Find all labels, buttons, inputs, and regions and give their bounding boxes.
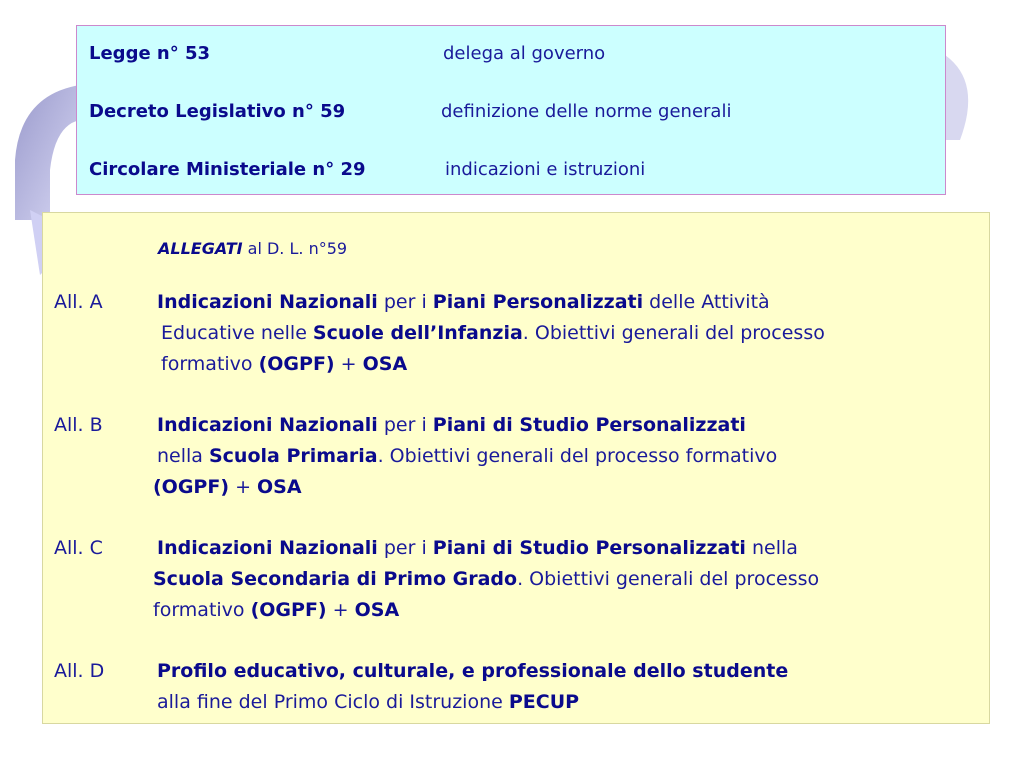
circolare-row: Circolare Ministeriale n° 29 indicazioni e istruzioni bbox=[89, 159, 646, 180]
allegato-a-line-1: Indicazioni Nazionali per i Piani Personalizzati delle Attività bbox=[157, 291, 770, 313]
allegati-box: ALLEGATI al D. L. n°59 All. A Indicazioni Nazionali per i Piani Personalizzati delle Attività Educative nelle Scuole dell’Infanzia. Obiettivi generali del processo formativo (OGPF) + OSA All. B Indicazioni Nazionali per i Piani di Studio Personalizzati nella Scuola Primaria. Obiettivi generali del processo formativo (OGPF) + OSA All. C Indicazioni Nazionali per i Piani di Studio Personalizzati nella Scuola Secondaria di Primo Grado. Obiettivi generali del processo formativo (OGPF) + OSA All. D Profilo educativo, culturale, e professionale dello studente alla fine del Primo Ciclo di Istruzione PECUP bbox=[42, 212, 990, 724]
legislation-summary-box bbox=[76, 25, 946, 195]
allegati-heading: ALLEGATI al D. L. n°59 bbox=[158, 239, 348, 258]
allegato-c-line-3: formativo (OGPF) + OSA bbox=[153, 599, 400, 621]
allegato-b-line-1: Indicazioni Nazionali per i Piani di Studio Personalizzati bbox=[157, 414, 746, 436]
legge-row: Legge n° 53 delega al governo bbox=[89, 43, 606, 64]
allegato-b-line-3: (OGPF) + OSA bbox=[153, 476, 302, 498]
decreto-row: Decreto Legislativo n° 59 definizione delle norme generali bbox=[89, 101, 732, 122]
allegato-d-line-2: alla fine del Primo Ciclo di Istruzione PECUP bbox=[157, 691, 580, 713]
allegato-c-line-1: Indicazioni Nazionali per i Piani di Studio Personalizzati nella bbox=[157, 537, 798, 559]
allegato-a-line-2: Educative nelle Scuole dell’Infanzia. Obiettivi generali del processo bbox=[161, 322, 825, 344]
allegato-b-line-2: nella Scuola Primaria. Obiettivi generali del processo formativo bbox=[157, 445, 778, 467]
allegato-d-line-1: Profilo educativo, culturale, e professionale dello studente bbox=[157, 660, 789, 682]
allegato-c-line-2: Scuola Secondaria di Primo Grado. Obiettivi generali del processo bbox=[153, 568, 820, 590]
allegato-a-line-3: formativo (OGPF) + OSA bbox=[161, 353, 408, 375]
